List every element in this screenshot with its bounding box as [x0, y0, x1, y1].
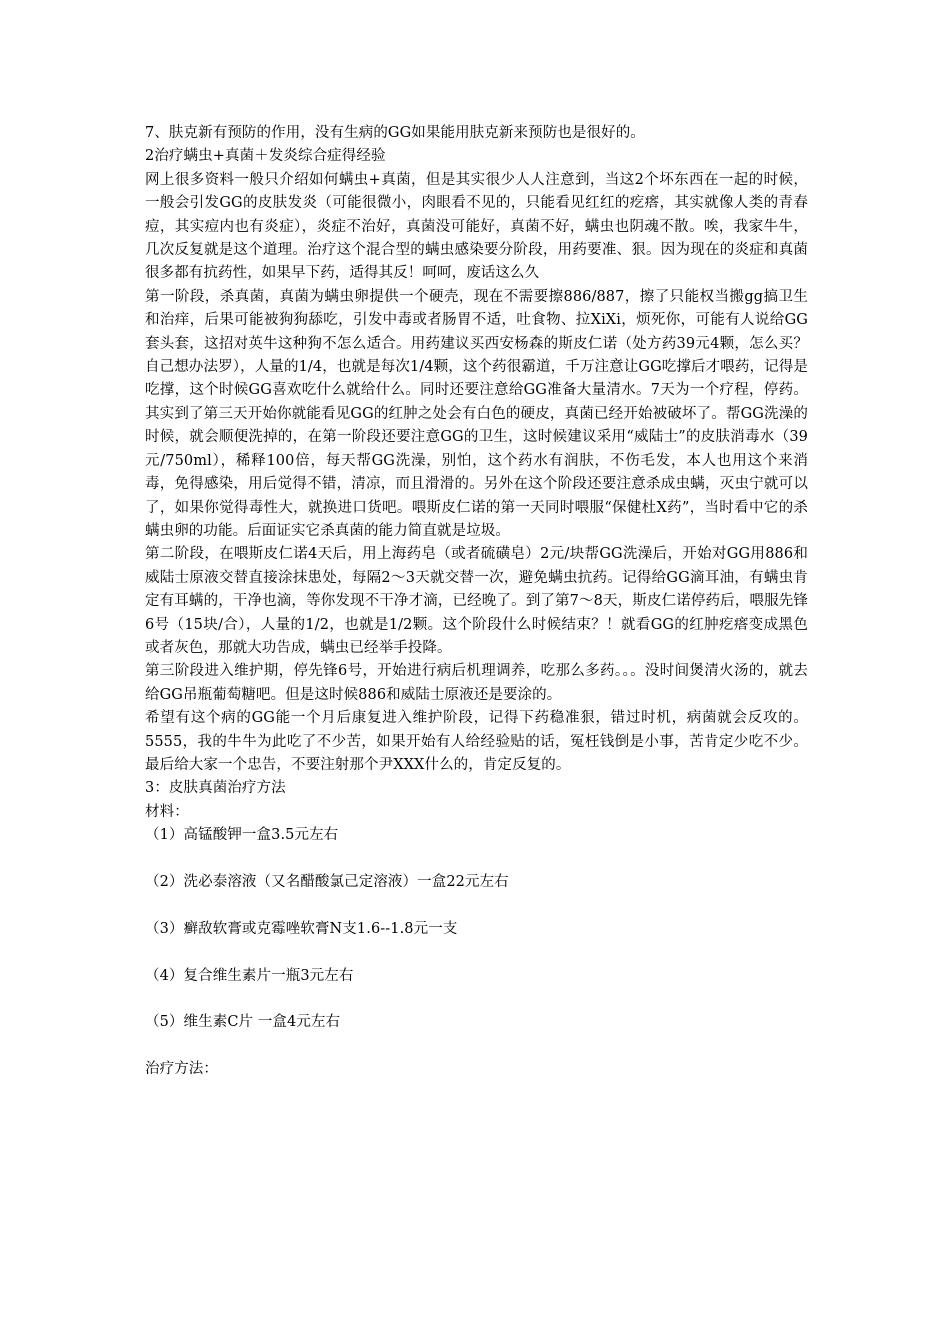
material-item: （3）癣敌软膏或克霉唑软膏N支1.6--1.8元一支 — [145, 920, 458, 937]
section-heading-mite-fungus: 2治疗螨虫+真菌＋发炎综合症得经验 — [145, 148, 386, 165]
material-item: （4）复合维生素片一瓶3元左右 — [145, 967, 354, 984]
document-body — [145, 122, 808, 1082]
spacer — [145, 1035, 808, 1058]
spacer — [145, 848, 808, 871]
section-heading-fungus-treatment: 3：皮肤真菌治疗方法 — [145, 780, 286, 797]
spacer — [145, 988, 808, 1011]
paragraph-intro: 网上很多资料一般只介绍如何螨虫+真菌，但是其实很少人人注意到，当这2个坏东西在一起的时候，一般会引发GG的皮肤发炎（可能很微小，肉眼看不见的，只能看见红红的疙瘩，其实就像人类的青春痘，其实痘内也有炎症），炎症不治好，真菌没可能好，真菌不好，螨虫也阴魂不散。唉，我家牛牛，几次反复就是这个道理。治疗这个混合型的螨虫感染要分阶段，用药要准、狠。因为现在的炎症和真菌很多都有抗药性，如果早下药，适得其反！呵呵，废话这么久 — [145, 171, 808, 282]
method-heading: 治疗方法： — [145, 1061, 218, 1078]
paragraph-stage-three: 第三阶段进入维护期，停先锋6号，开始进行病后机理调养，吃那么多药。。。没时间煲清火汤的，就去给GG吊瓶葡萄糖吧。但是这时候886和威陆士原液还是要涂的。 — [145, 663, 808, 703]
paragraph-prevention: 7、肤克新有预防的作用，没有生病的GG如果能用肤克新来预防也是很好的。 — [145, 125, 645, 141]
materials-label: 材料： — [145, 803, 189, 820]
paragraph-advice: 希望有这个病的GG能一个月后康复进入维护阶段，记得下药稳准狠，错过时机，病菌就会反攻的。5555，我的牛牛为此吃了不少苦，如果开始有人给经验贴的话，冤枉钱倒是小事，苦肯定少吃不少。最后给大家一个忠告，不要注射那个尹XXX什么的，肯定反复的。 — [145, 710, 808, 773]
paragraph-stage-two: 第二阶段，在喂斯皮仁诺4天后，用上海药皂（或者硫磺皂）2元/块帮GG洗澡后，开始对GG用886和威陆士原液交替直接涂抹患处，每隔2～3天就交替一次，避免螨虫抗药。记得给GG滴耳油，有螨虫肯定有耳螨的，干净也滴，等你发现不干净才滴，已经晚了。到了第7～8天，斯皮仁诺停药后，喂服先锋6号（15块/合），人量的1/2，也就是1/2颗。这个阶段什么时候结束？！就看GG的红肿疙瘩变成黑色或者灰色，那就大功告成，螨虫已经举手投降。 — [145, 546, 808, 656]
paragraph-stage-one: 第一阶段，杀真菌，真菌为螨虫卵提供一个硬壳，现在不需要擦886/887，擦了只能权当搬gg搞卫生和治痒，后果可能被狗狗舔吃，引发中毒或者肠胃不适，吐食物、拉XiXi，烦死你，可能有人说给GG套头套，这招对英牛这种狗不怎么适合。用药建议买西安杨森的斯皮仁诺（处方药39元4颗，怎么买？自己想办法罗），人量的1/4，也就是每次1/4颗，这个药很霸道，千万注意让GG吃撑后才喂药，记得是吃撑，这个时候GG喜欢吃什么就给什么。同时还要注意给GG准备大量清水。7天为一个疗程，停药。其实到了第三天开始你就能看见GG的红肿之处会有白色的硬皮，真菌已经开始被破坏了。帮GG洗澡的时候，就会顺便洗掉的，在第一阶段还要注意GG的卫生，这时候建议采用“威陆士”的皮肤消毒水（39元/750ml），稀释100倍，每天帮GG洗澡，别怕，这个药水有润肤，不伤毛发，本人也用这个来消毒，免得感染，用后觉得不错，清凉，而且滑滑的。另外在这个阶段还要注意杀成虫螨，灭虫宁就可以了，如果你觉得毒性大，就换进口货吧。喂斯皮仁诺的第一天同时喂服“保健杜X药”，当时看中它的杀螨虫卵的功能。后面证实它杀真菌的能力简直就是垃圾。 — [145, 288, 808, 539]
material-item: （5）维生素C片 一盒4元左右 — [145, 1014, 341, 1031]
material-item: （2）洗必泰溶液（又名醋酸氯己定溶液）一盒22元左右 — [145, 873, 509, 890]
spacer — [145, 894, 808, 917]
material-item: （1）高锰酸钾一盒3.5元左右 — [145, 827, 339, 844]
spacer — [145, 941, 808, 964]
